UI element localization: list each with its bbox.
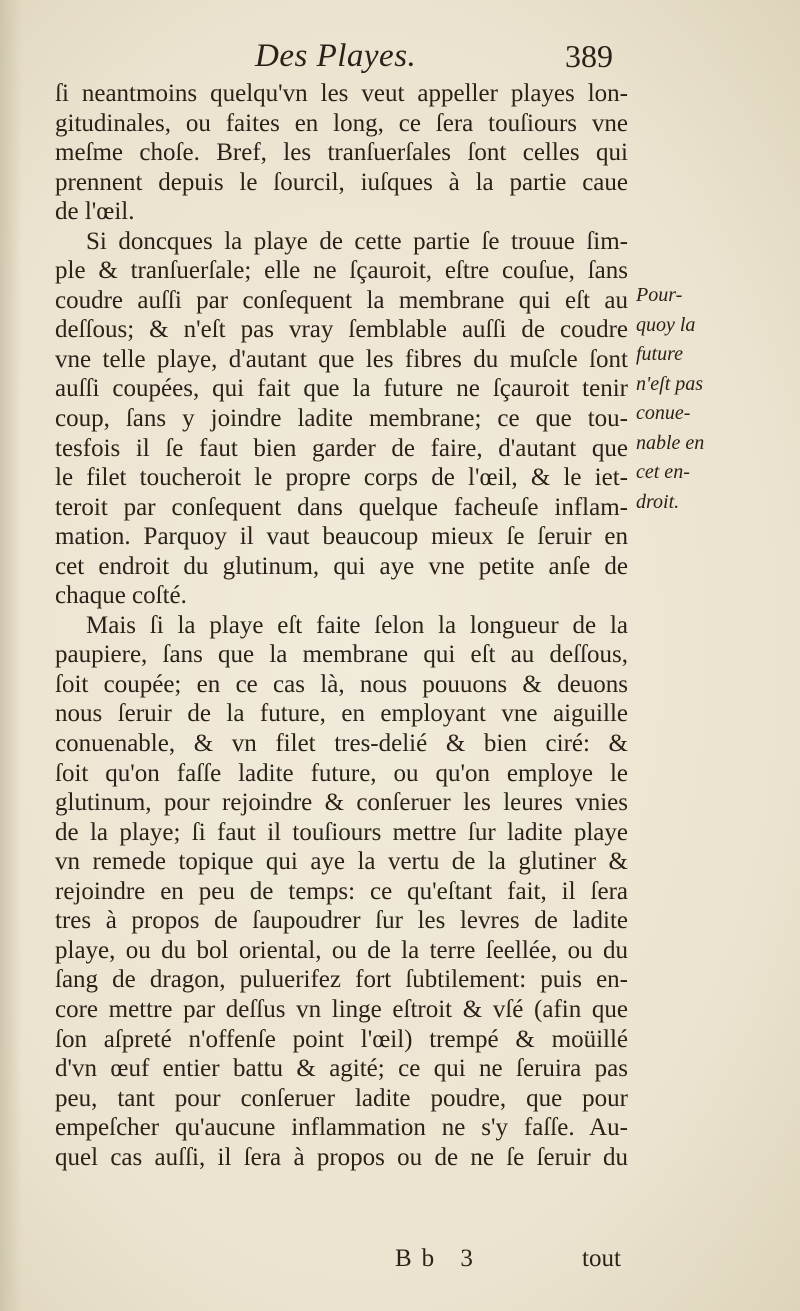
text-line: auſſi coupées, qui fait que la future ne ſçauroit tenir — [55, 375, 628, 403]
text-line: paupiere, ſans que la membrane qui eſt au deſſous, — [55, 641, 628, 669]
text-line: ple & tranſuerſale; elle ne ſçauroit, eſtre couſue, ſans — [55, 257, 628, 285]
text-line: coudre auſſi par conſequent la membrane qui eſt au — [55, 286, 628, 314]
page-number: 389 — [565, 38, 613, 74]
text-line: glutinum, pour rejoindre & conſeruer les leures vnies — [55, 789, 628, 817]
text-line: nous ſeruir de la future, en employant vne aiguille — [55, 700, 628, 728]
text-line: prennent depuis le ſourcil, iuſques à la partie caue — [55, 168, 628, 196]
text-line: coup, ſans y joindre ladite membrane; ce que tou- — [55, 405, 628, 433]
text-line: de la playe; ſi faut il touſiours mettre ſur ladite playe — [55, 818, 628, 846]
margin-note-line: Pour- — [636, 284, 683, 306]
body-text — [55, 79, 628, 1172]
margin-note-line: future — [636, 343, 684, 366]
text-line: playe, ou du bol oriental, ou de la terre ſeellée, ou du — [55, 936, 628, 964]
margin-note-line: conue- — [636, 402, 691, 425]
text-line: quel cas auſſi, il ſera à propos ou de ne ſe ſeruir du — [55, 1143, 628, 1171]
text-line: core mettre par deſſus vn linge eſtroit & vſé (afin que — [55, 995, 628, 1023]
text-line: Mais ſi la playe eſt faite ſelon la longueur de la — [86, 611, 628, 639]
text-line: teroit par conſequent dans quelque facheuſe inflam- — [55, 493, 628, 521]
text-line: peu, tant pour conſeruer ladite poudre, que pour — [55, 1084, 628, 1112]
margin-note — [636, 281, 776, 517]
margin-note-line: cet en- — [636, 461, 690, 484]
text-line: rejoindre en peu de temps: ce qu'eſtant fait, il ſera — [55, 877, 628, 905]
signature-mark: Bb 3 — [395, 1245, 483, 1272]
text-line: ſang de dragon, puluerifez fort ſubtilement: puis en- — [55, 966, 628, 994]
text-line: Si doncques la playe de cette partie ſe trouue ſim- — [86, 227, 628, 255]
margin-note-line: n'eſt pas — [636, 372, 704, 395]
margin-note-line: quoy la — [636, 313, 696, 336]
text-line: tesfois il ſe faut bien garder de faire, d'autant que — [55, 434, 628, 462]
page-footer — [0, 1245, 800, 1277]
text-line: le filet toucheroit le propre corps de l'œil, & le iet- — [55, 464, 628, 492]
text-line: deſſous; & n'eſt pas vray ſemblable auſſi de coudre — [55, 316, 628, 344]
text-line: tres à propos de ſaupoudrer ſur les levres de ladite — [55, 907, 628, 935]
text-line: mation. Parquoy il vaut beaucoup mieux ſe ſeruir en — [55, 523, 628, 551]
catchword: tout — [582, 1245, 621, 1272]
text-line: chaque coſté. — [55, 582, 187, 610]
text-line: ſi neantmoins quelqu'vn les veut appeller playes lon- — [55, 80, 628, 107]
text-line: conuenable, & vn filet tres-delié & bien ciré: & — [55, 730, 628, 758]
text-line: de l'œil. — [55, 198, 135, 226]
running-title: Des Playes. — [255, 38, 417, 74]
text-line: d'vn œuf entier battu & agité; ce qui ne ſeruira pas — [55, 1055, 628, 1083]
text-line: ſoit coupée; en ce cas là, nous pouuons & deuons — [55, 670, 628, 698]
text-line: vne telle playe, d'autant que les fibres du muſcle ſont — [55, 345, 628, 373]
text-line: ſon aſpreté n'offenſe point l'œil) trempé & moüillé — [55, 1025, 628, 1053]
running-head — [0, 38, 800, 78]
text-line: meſme choſe. Bref, les tranſuerſales ſont celles qui — [55, 139, 628, 167]
page-gutter-shadow — [0, 0, 22, 1311]
text-line: cet endroit du glutinum, qui aye vne petite anſe de — [55, 552, 628, 580]
text-line: ſoit qu'on faſſe ladite future, ou qu'on employe le — [55, 759, 628, 787]
margin-note-line: nable en — [636, 431, 705, 454]
text-line: gitudinales, ou faites en long, ce ſera touſiours vne — [55, 109, 628, 137]
text-line: empeſcher qu'aucune inflammation ne s'y faſſe. Au- — [55, 1114, 628, 1142]
margin-note-line: droit. — [636, 490, 680, 513]
text-line: vn remede topique qui aye la vertu de la glutiner & — [55, 848, 628, 876]
